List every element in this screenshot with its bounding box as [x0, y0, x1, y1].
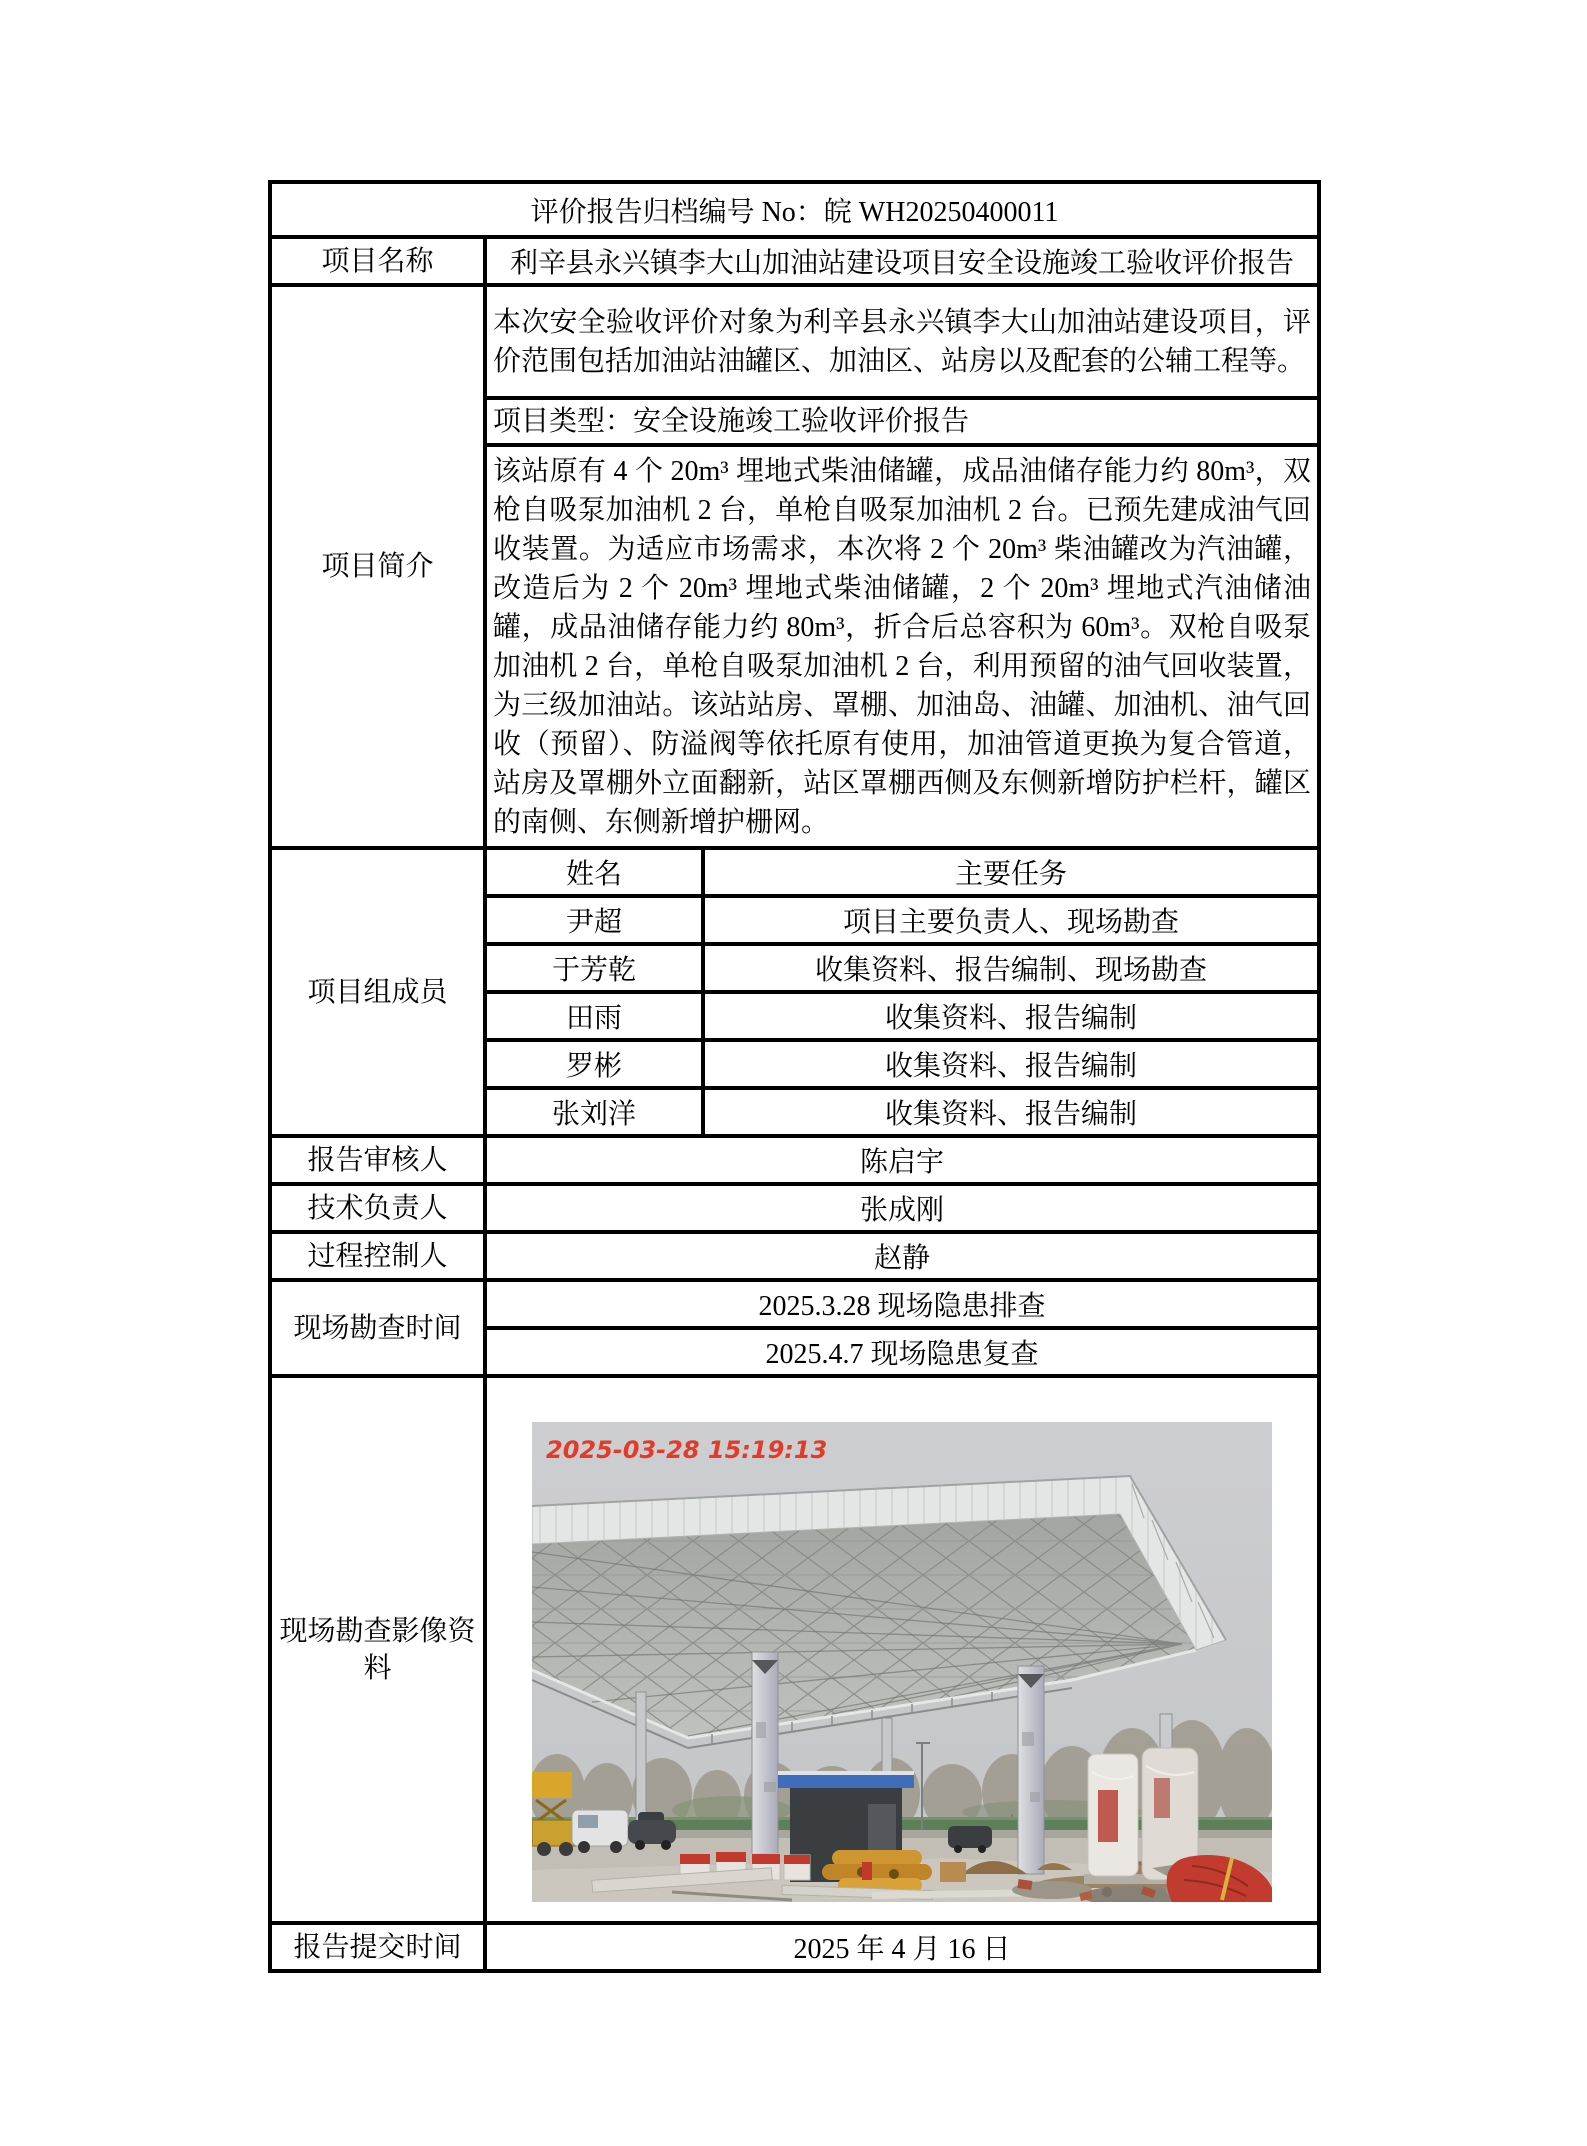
project-brief-row-1	[270, 285, 1319, 398]
report-reviewer-row	[270, 1136, 1319, 1184]
survey-time-entry-1: 2025.3.28 现场隐患排查	[485, 1280, 1319, 1328]
technical-lead-value: 张成刚	[485, 1184, 1319, 1232]
project-brief-paragraph-1: 本次安全验收评价对象为利辛县永兴镇李大山加油站建设项目，评价范围包括加油站油罐区、加油区、站房以及配套的公辅工程等。	[485, 285, 1319, 398]
member-task: 收集资料、报告编制	[703, 1088, 1319, 1136]
photo-timestamp: 2025-03-28 15:19:13	[546, 1436, 828, 1464]
process-controller-label: 过程控制人	[270, 1232, 485, 1280]
survey-time-label: 现场勘查时间	[270, 1280, 485, 1376]
team-header-row	[270, 848, 1319, 896]
member-name: 尹超	[485, 896, 703, 944]
survey-media-row	[270, 1376, 1319, 1923]
member-task: 收集资料、报告编制	[703, 992, 1319, 1040]
project-name-label: 项目名称	[270, 237, 485, 285]
member-task: 收集资料、报告编制、现场勘查	[703, 944, 1319, 992]
member-name: 罗彬	[485, 1040, 703, 1088]
member-task: 收集资料、报告编制	[703, 1040, 1319, 1088]
report-table	[268, 180, 1321, 1973]
site-photo	[532, 1422, 1272, 1902]
project-brief-label: 项目简介	[270, 285, 485, 848]
pipe-pile	[822, 1850, 932, 1892]
report-reviewer-label: 报告审核人	[270, 1136, 485, 1184]
survey-media-label: 现场勘查影像资料	[270, 1376, 485, 1923]
project-type-line: 项目类型：安全设施竣工验收评价报告	[485, 398, 1319, 445]
survey-time-row-1	[270, 1280, 1319, 1328]
archive-number-row	[270, 182, 1319, 237]
submit-time-value: 2025 年 4 月 16 日	[485, 1923, 1319, 1971]
process-controller-row	[270, 1232, 1319, 1280]
submit-time-label: 报告提交时间	[270, 1923, 485, 1971]
project-brief-paragraph-3: 该站原有 4 个 20m³ 埋地式柴油储罐，成品油储存能力约 80m³，双枪自吸泵加油机 2 台，单枪自吸泵加油机 2 台。已预先建成油气回收装置。为适应市场需求，本次将 2 个 20m³ 柴油罐改为汽油罐，改造后为 2 个 20m³ 埋地式柴油储罐，2 个 20m³ 埋地式汽油储油罐，成品油储存能力约 80m³，折合后总容积为 60m³。双枪自吸泵加油机 2 台，单枪自吸泵加油机 2 台，利用预留的油气回收装置，为三级加油站。该站站房、罩棚、加油岛、油罐、加油机、油气回收（预留）、防溢阀等依托原有使用，加油管道更换为复合管道，站房及罩棚外立面翻新，站区罩棚西侧及东侧新增防护栏杆，罐区的南侧、东侧新增护栅网。	[485, 445, 1319, 848]
member-name: 田雨	[485, 992, 703, 1040]
archive-number-cell: 评价报告归档编号 No：皖 WH20250400011	[270, 182, 1319, 237]
member-name: 张刘洋	[485, 1088, 703, 1136]
project-name-row	[270, 237, 1319, 285]
team-col-name: 姓名	[485, 848, 703, 896]
member-name: 于芳乾	[485, 944, 703, 992]
submit-time-row	[270, 1923, 1319, 1971]
fire-extinguisher	[862, 1862, 872, 1880]
report-reviewer-value: 陈启宇	[485, 1136, 1319, 1184]
survey-media-cell	[485, 1376, 1319, 1923]
project-name-value: 利辛县永兴镇李大山加油站建设项目安全设施竣工验收评价报告	[485, 237, 1319, 285]
technical-lead-label: 技术负责人	[270, 1184, 485, 1232]
survey-time-entry-2: 2025.4.7 现场隐患复查	[485, 1328, 1319, 1376]
process-controller-value: 赵静	[485, 1232, 1319, 1280]
member-task: 项目主要负责人、现场勘查	[703, 896, 1319, 944]
team-col-task: 主要任务	[703, 848, 1319, 896]
technical-lead-row	[270, 1184, 1319, 1232]
team-label: 项目组成员	[270, 848, 485, 1136]
